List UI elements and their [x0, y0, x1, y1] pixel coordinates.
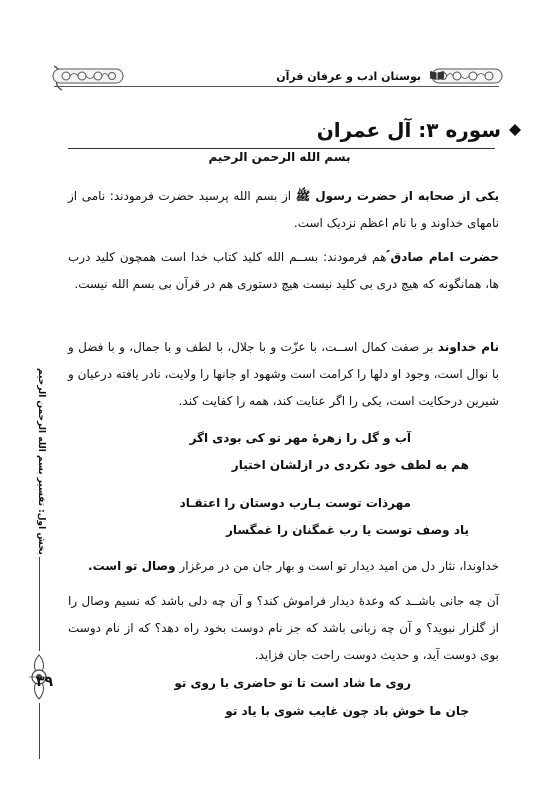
title-rule — [68, 148, 495, 149]
paragraph — [68, 183, 499, 237]
header-rule — [54, 86, 499, 87]
paragraph-text: بر صفت کمال اســت، با عزّت و با جلال، با لطف و با جمال، و با فضل و با نوال است، وجود او دلها را کرامت است وشهود او جانها را ولایت، نادر یافته درعیان و شیرین درحکایت است، یکی را اگر عنایت کند، همه را کفایت کند. — [68, 340, 499, 408]
paragraph-text: خداوندا، نثار دل من امید دیدار تو است و بهار جان من در مرغزار — [175, 559, 499, 573]
verse-line: آب و گل را زهرهٔ مهر تو کی بودی اگر — [189, 431, 411, 445]
paragraph-text: هم فرمودند: بســم الله کلید کتاب خدا است همچون کلید درب ها، همانگونه که هیچ دری بی کلید نیست هیچ دستوری هم در قرآن بی بسم الله نیست. — [68, 250, 499, 291]
paragraph-lead: وصال تو است. — [88, 559, 176, 573]
verse-line: هم به لطف خود نکردی در ازلشان اختیار — [231, 458, 469, 472]
paragraph-text: آن چه جانی باشــد که وعدهٔ دیدار فراموش کند؟ و آن چه دلی باشد که نسیم وصال را از گلزار نبوید؟ و آن چه زبانی باشد که جز نام دوست بخود راه دهد؟ که از نام دوست بوی دوست آید، و حدیث دوست راحت جان فزاید. — [68, 594, 499, 662]
running-header-title: بوستان ادب و عرفان قرآن — [276, 70, 421, 83]
bismillah: بسم الله الرحمن الرحیم — [208, 150, 351, 164]
verse-line: جان ما خوش باد چون غایب شوی با یاد تو — [225, 704, 469, 718]
paragraph-lead: حضرت امام صادق ؑ — [386, 250, 499, 264]
verse-line: روی ما شاد است تا تو حاضری با روی تو — [174, 676, 411, 690]
diamond-bullet-icon — [509, 124, 521, 136]
page-number: ۳۹ — [36, 674, 54, 690]
paragraph-lead: نام خداوند — [437, 340, 500, 354]
paragraph-lead: یکی از صحابه از حضرت رسول ﷺ — [295, 189, 499, 203]
open-book-icon — [429, 69, 445, 81]
side-running-title — [24, 368, 54, 775]
surah-title: سوره ۳: آل عمران — [316, 118, 501, 142]
side-rule — [39, 557, 40, 651]
paragraph — [68, 588, 499, 669]
paragraph-text: از بسم الله پرسید حضرت فرمودند: نامی از نامهای خداوند و با نام اعظم نزدیک است. — [68, 189, 499, 230]
paragraph — [68, 334, 499, 415]
side-title-text: بخش اول: تفسیر بسم الله الرحمن الرحیم — [36, 368, 46, 555]
verse-line: مهرذات توست یـارب دوستان را اعتقـاد — [179, 496, 411, 510]
side-rule — [39, 703, 40, 759]
page-header — [54, 64, 499, 92]
paragraph — [68, 244, 499, 298]
verse-line: یاد وصف توست یا رب غمگنان را غمگسار — [225, 523, 469, 537]
paragraph — [68, 553, 499, 580]
floral-ornament-icon — [52, 68, 124, 84]
